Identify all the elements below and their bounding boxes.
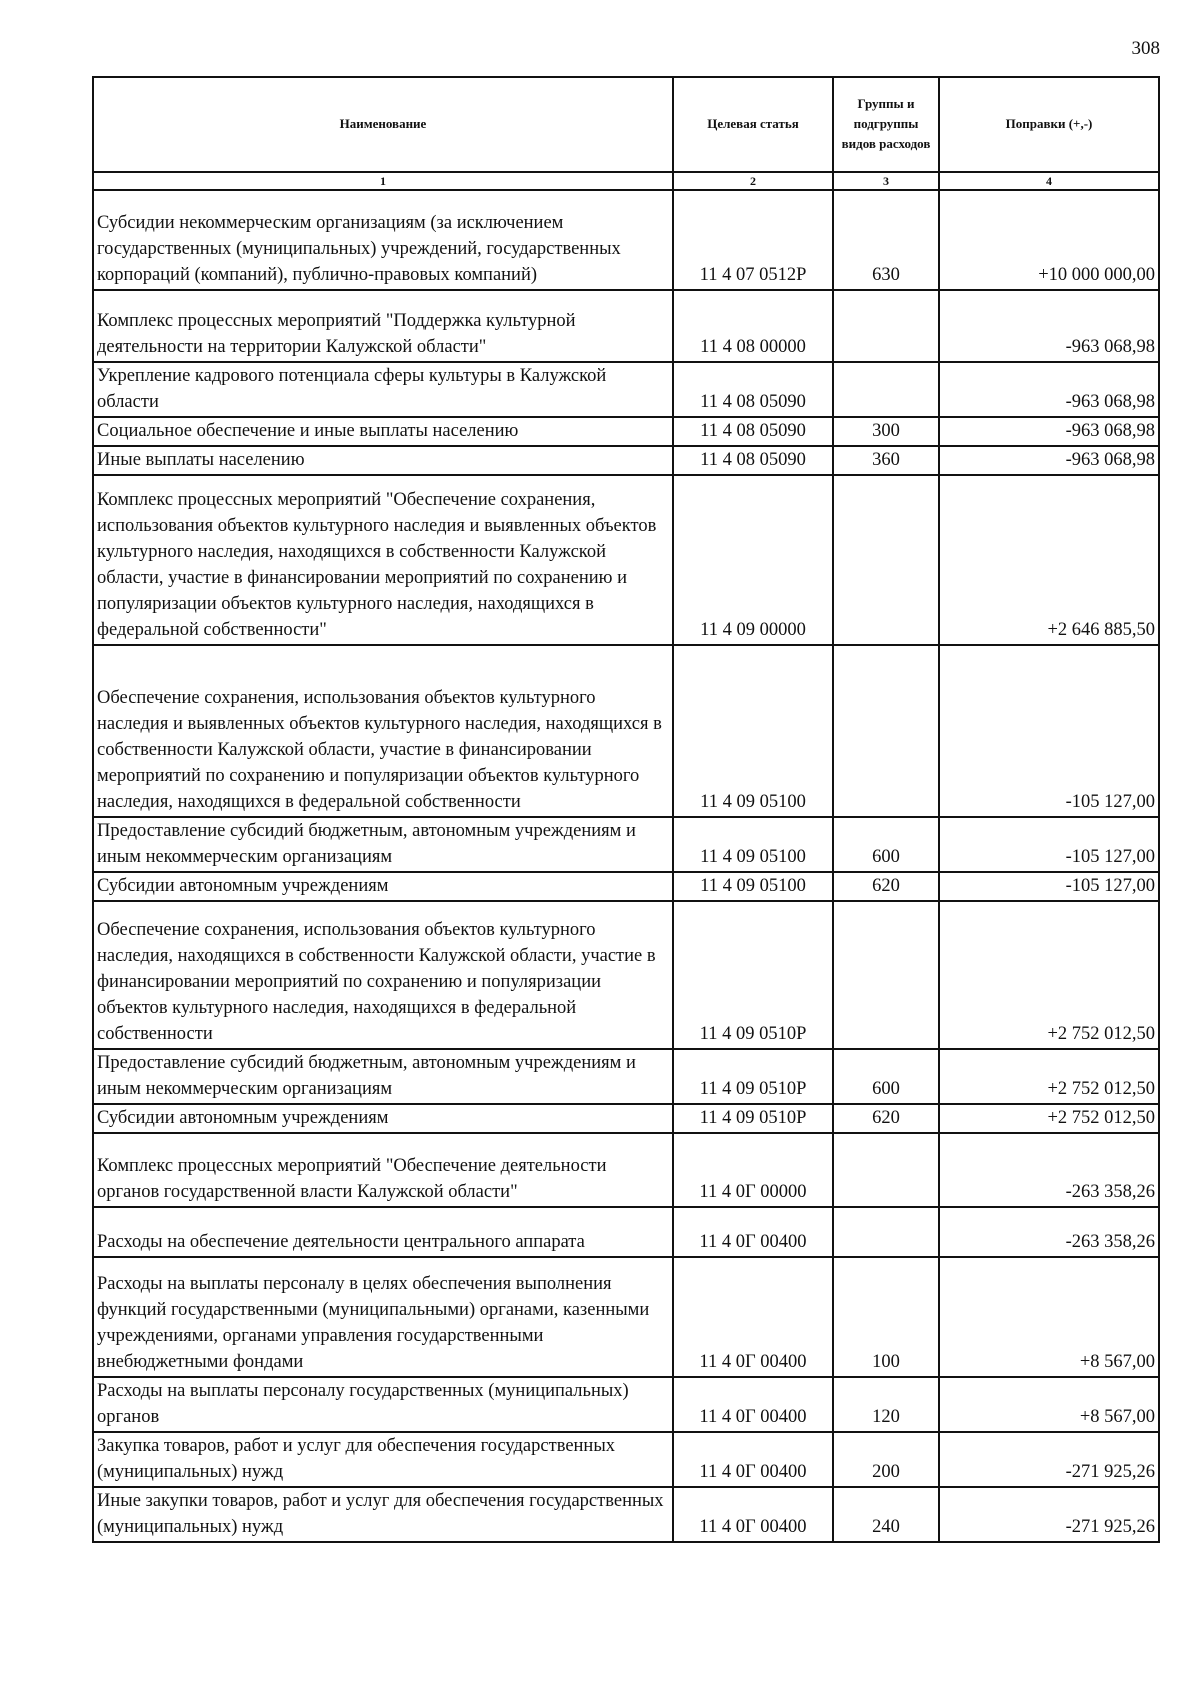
table-row [93,190,1159,290]
row-target-article: 11 4 09 00000 [673,475,833,645]
table-header-row [93,77,1159,172]
row-expense-group [833,645,939,817]
header-target-article: Целевая статья [673,77,833,172]
table-row [93,475,1159,645]
row-name: Закупка товаров, работ и услуг для обеспечения государственных (муниципальных) нужд [93,1432,673,1487]
row-expense-group: 600 [833,1049,939,1104]
table-row [93,1257,1159,1377]
row-expense-group: 620 [833,1104,939,1133]
table-row [93,901,1159,1049]
row-amendment: -105 127,00 [939,817,1159,872]
row-amendment: +8 567,00 [939,1257,1159,1377]
row-target-article: 11 4 09 05100 [673,645,833,817]
row-expense-group: 300 [833,417,939,446]
row-name: Социальное обеспечение и иные выплаты населению [93,417,673,446]
row-name: Иные закупки товаров, работ и услуг для обеспечения государственных (муниципальных) нужд [93,1487,673,1542]
row-target-article: 11 4 08 05090 [673,362,833,417]
table-row [93,645,1159,817]
row-amendment: -271 925,26 [939,1432,1159,1487]
row-amendment: -963 068,98 [939,417,1159,446]
row-expense-group [833,290,939,362]
table-row [93,1207,1159,1257]
row-target-article: 11 4 0Г 00400 [673,1257,833,1377]
row-target-article: 11 4 09 0510Р [673,1104,833,1133]
row-name: Обеспечение сохранения, использования объектов культурного наследия и выявленных объектов культурного наследия, находящихся в собственности Калужской области, участие в финансировании мероприятий по сохранению и популяризации объектов культурного наследия, находящихся в федеральной собственности [93,645,673,817]
table-row [93,1487,1159,1542]
row-amendment: +2 752 012,50 [939,1104,1159,1133]
row-target-article: 11 4 09 05100 [673,817,833,872]
column-number: 3 [833,172,939,190]
row-name: Комплекс процессных мероприятий "Обеспечение сохранения, использования объектов культурного наследия и выявленных объектов культурного наследия, находящихся в собственности Калужской области, участие в финансировании мероприятий по сохранению и популяризации объектов культурного наследия, находящихся в федеральной собственности" [93,475,673,645]
row-target-article: 11 4 0Г 00400 [673,1432,833,1487]
row-amendment: -263 358,26 [939,1133,1159,1207]
header-name: Наименование [93,77,673,172]
table-row [93,817,1159,872]
column-number: 4 [939,172,1159,190]
row-expense-group: 120 [833,1377,939,1432]
table-row [93,1377,1159,1432]
row-target-article: 11 4 0Г 00400 [673,1487,833,1542]
column-number-row [93,172,1159,190]
row-target-article: 11 4 07 0512Р [673,190,833,290]
row-target-article: 11 4 0Г 00400 [673,1207,833,1257]
row-amendment: +2 752 012,50 [939,901,1159,1049]
column-number: 1 [93,172,673,190]
row-amendment: -963 068,98 [939,446,1159,475]
row-name: Предоставление субсидий бюджетным, автономным учреждениям и иным некоммерческим организациям [93,817,673,872]
row-expense-group [833,475,939,645]
table-row [93,1104,1159,1133]
budget-table [92,76,1160,1543]
row-expense-group: 100 [833,1257,939,1377]
row-amendment: +2 646 885,50 [939,475,1159,645]
row-amendment: -105 127,00 [939,872,1159,901]
row-name: Расходы на обеспечение деятельности центрального аппарата [93,1207,673,1257]
row-name: Расходы на выплаты персоналу государственных (муниципальных) органов [93,1377,673,1432]
row-name: Комплекс процессных мероприятий "Поддержка культурной деятельности на территории Калужской области" [93,290,673,362]
row-expense-group: 360 [833,446,939,475]
table-row [93,417,1159,446]
row-expense-group: 240 [833,1487,939,1542]
row-expense-group [833,1207,939,1257]
row-expense-group: 200 [833,1432,939,1487]
page-number: 308 [1131,38,1160,59]
row-name: Субсидии автономным учреждениям [93,872,673,901]
header-amendments: Поправки (+,-) [939,77,1159,172]
row-target-article: 11 4 08 00000 [673,290,833,362]
row-target-article: 11 4 08 05090 [673,417,833,446]
row-target-article: 11 4 09 0510Р [673,901,833,1049]
row-name: Укрепление кадрового потенциала сферы культуры в Калужской области [93,362,673,417]
row-name: Предоставление субсидий бюджетным, автономным учреждениям и иным некоммерческим организациям [93,1049,673,1104]
row-target-article: 11 4 0Г 00000 [673,1133,833,1207]
table-row [93,446,1159,475]
row-expense-group: 620 [833,872,939,901]
table-row [93,290,1159,362]
row-target-article: 11 4 08 05090 [673,446,833,475]
row-target-article: 11 4 09 0510Р [673,1049,833,1104]
row-name: Субсидии некоммерческим организациям (за исключением государственных (муниципальных) учреждений, государственных корпораций (компаний), публично-правовых компаний) [93,190,673,290]
row-amendment: -271 925,26 [939,1487,1159,1542]
row-amendment: -963 068,98 [939,362,1159,417]
table-row [93,1432,1159,1487]
row-name: Иные выплаты населению [93,446,673,475]
row-amendment: -263 358,26 [939,1207,1159,1257]
table-row [93,872,1159,901]
row-expense-group [833,1133,939,1207]
row-name: Комплекс процессных мероприятий "Обеспечение деятельности органов государственной власти Калужской области" [93,1133,673,1207]
row-name: Субсидии автономным учреждениям [93,1104,673,1133]
row-expense-group: 630 [833,190,939,290]
row-target-article: 11 4 0Г 00400 [673,1377,833,1432]
header-expense-groups: Группы и подгруппы видов расходов [833,77,939,172]
row-amendment: +2 752 012,50 [939,1049,1159,1104]
column-number: 2 [673,172,833,190]
row-target-article: 11 4 09 05100 [673,872,833,901]
table-row [93,1133,1159,1207]
row-amendment: +10 000 000,00 [939,190,1159,290]
row-name: Обеспечение сохранения, использования объектов культурного наследия, находящихся в собственности Калужской области, участие в финансировании мероприятий по сохранению и популяризации объектов культурного наследия, находящихся в федеральной собственности [93,901,673,1049]
row-expense-group: 600 [833,817,939,872]
row-amendment: +8 567,00 [939,1377,1159,1432]
row-name: Расходы на выплаты персоналу в целях обеспечения выполнения функций государственными (муниципальными) органами, казенными учреждениями, органами управления государственными внебюджетными фондами [93,1257,673,1377]
table-row [93,362,1159,417]
table-row [93,1049,1159,1104]
row-amendment: -105 127,00 [939,645,1159,817]
row-expense-group [833,362,939,417]
row-expense-group [833,901,939,1049]
row-amendment: -963 068,98 [939,290,1159,362]
